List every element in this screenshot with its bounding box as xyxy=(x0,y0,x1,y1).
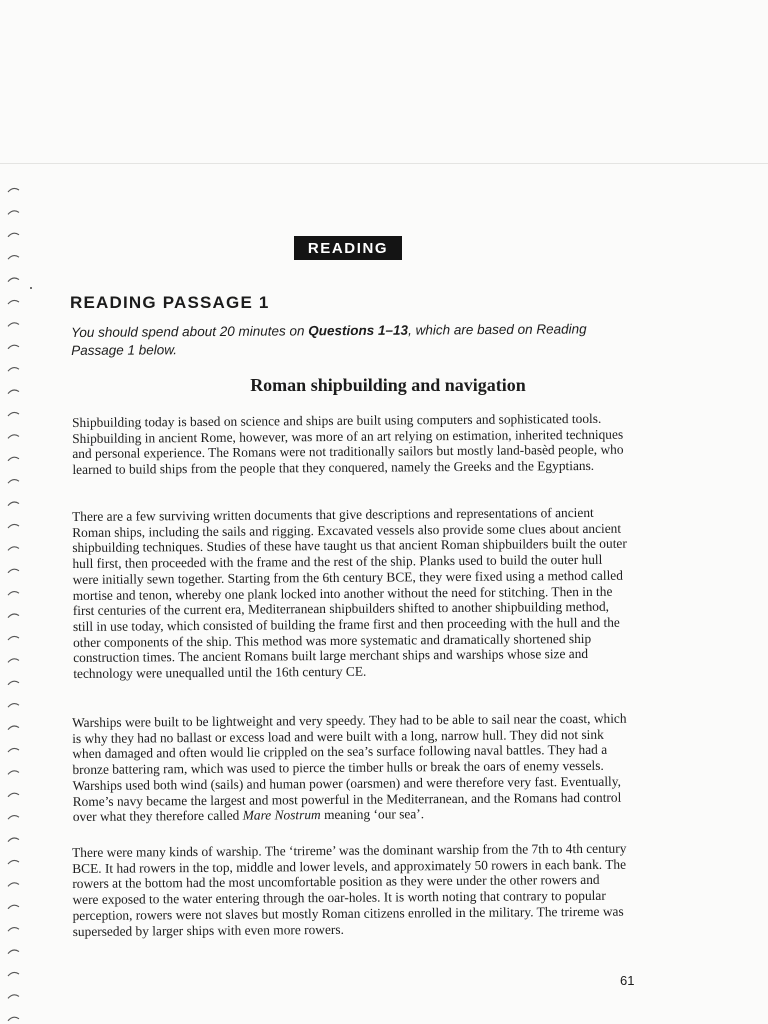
binding-curl-mark xyxy=(8,524,19,528)
binding-curl-mark xyxy=(8,704,19,708)
binding-curl-mark xyxy=(8,905,19,909)
binding-curl-mark xyxy=(8,838,19,842)
article-paragraph-3 xyxy=(72,711,629,825)
binding-curl-mark xyxy=(8,323,19,327)
article-paragraph-2: There are a few surviving written documents that give descriptions and representations of ancient Roman ships, including the sails and rigging. Excavated vessels also provide some clues about ancient shipbuilding techniques. Studies of these have taught us that ancient Roman shipbuilders built the outer hull first, then proceeded with the frame and the rest of the ship. Planks used to build the outer hull were initially sewn together. Starting from the 6th century BCE, they were fixed using a method called mortise and tenon, whereby one plank locked into another without the need for stitching. Then in the first centuries of the current era, Mediterranean shipbuilders shifted to another shipbuilding method, still in use today, which consisted of building the frame first and then proceeding with the hull and the other components of the ship. This method was more systematic and dramatically shortened ship construction times. The ancient Romans built large merchant ships and warships whose size and technology were unequalled until the 16th century CE. xyxy=(72,504,627,682)
binding-curl-mark xyxy=(8,793,19,797)
binding-curl-mark xyxy=(8,860,19,864)
binding-curl-mark xyxy=(8,771,19,775)
spiral-binding-marks xyxy=(4,182,26,1022)
binding-curl-mark xyxy=(8,278,19,282)
binding-curl-mark xyxy=(8,480,19,484)
binding-curl-mark xyxy=(8,748,19,752)
article-paragraph-1: Shipbuilding today is based on science and ships are built using computers and sophisticated tools. Shipbuilding in ancient Rome, however, was more of an art relying on estimation, inherited techniques and personal experience. The Romans were not traditionally sailors but mostly land-basèd people, who learned to build ships from the people that they conquered, namely the Greeks and the Egyptians. xyxy=(72,410,624,478)
instructions-question-range: Questions 1–13 xyxy=(308,322,409,339)
article-title: Roman shipbuilding and navigation xyxy=(250,375,526,395)
binding-curl-mark xyxy=(8,211,19,215)
binding-curl-mark xyxy=(8,659,19,663)
binding-curl-mark xyxy=(8,188,19,192)
page-number: 61 xyxy=(620,973,635,988)
passage-instructions xyxy=(71,320,631,360)
binding-curl-mark xyxy=(8,726,19,730)
instructions-text-start: You should spend about 20 minutes on xyxy=(71,323,309,340)
paragraph-3-text: Warships were built to be lightweight and very speedy. They had to be able to sail near the coast, which is why they had no ballast or excess load and were built with a long, narrow hull. They did not sink when damaged and often would lie crippled on the sea’s surface following naval battles. They had a bronze battering ram, which was used to pierce the timber hulls or break the oars of enemy vessels. Warships used both wind (sails) and human power (oarsmen) and were therefore very fast. Eventually, Rome’s navy became the largest and most powerful in the Mediterranean, and the Romans had control over what they therefore called xyxy=(72,710,627,825)
binding-curl-mark xyxy=(8,614,19,618)
binding-curl-mark xyxy=(8,233,19,237)
binding-curl-mark xyxy=(8,435,19,439)
binding-curl-mark xyxy=(8,681,19,685)
paragraph-3-latin-term: Mare Nostrum xyxy=(242,807,321,823)
binding-curl-mark xyxy=(8,972,19,976)
binding-curl-mark xyxy=(8,412,19,416)
binding-curl-mark xyxy=(8,569,19,573)
binding-curl-mark xyxy=(8,592,19,596)
binding-curl-mark xyxy=(8,345,19,349)
binding-curl-mark xyxy=(8,883,19,887)
binding-curl-mark xyxy=(8,816,19,820)
binding-curl-mark xyxy=(8,256,19,260)
binding-curl-mark xyxy=(8,1017,19,1021)
binding-curl-mark xyxy=(8,928,19,932)
scan-top-edge xyxy=(0,163,768,164)
binding-curl-mark xyxy=(8,457,19,461)
passage-heading: READING PASSAGE 1 xyxy=(70,293,270,312)
binding-curl-mark xyxy=(8,995,19,999)
section-banner: READING xyxy=(294,236,402,260)
binding-curl-mark xyxy=(8,636,19,640)
binding-curl-mark xyxy=(8,300,19,304)
binding-curl-mark xyxy=(8,950,19,954)
binding-curl-mark xyxy=(8,368,19,372)
article-paragraph-4: There were many kinds of warship. The ‘trireme’ was the dominant warship from the 7th to 4th century BCE. It had rowers in the top, middle and lower levels, and approximately 50 rowers in each bank. The rowers at the bottom had the most uncomfortable position as they were under the other rowers and were exposed to the water entering through the oar-holes. It is worth noting that contrary to popular perception, rowers were not slaves but mostly Roman citizens enrolled in the military. The trireme was superseded by larger ships with even more rowers. xyxy=(72,840,627,939)
scan-speck xyxy=(30,287,32,289)
binding-curl-mark xyxy=(8,502,19,506)
instructions-text-end: , which are based on Reading Passage 1 below. xyxy=(71,321,587,358)
binding-curl-mark xyxy=(8,547,19,551)
paragraph-3-text-end: meaning ‘our sea’. xyxy=(320,806,425,823)
